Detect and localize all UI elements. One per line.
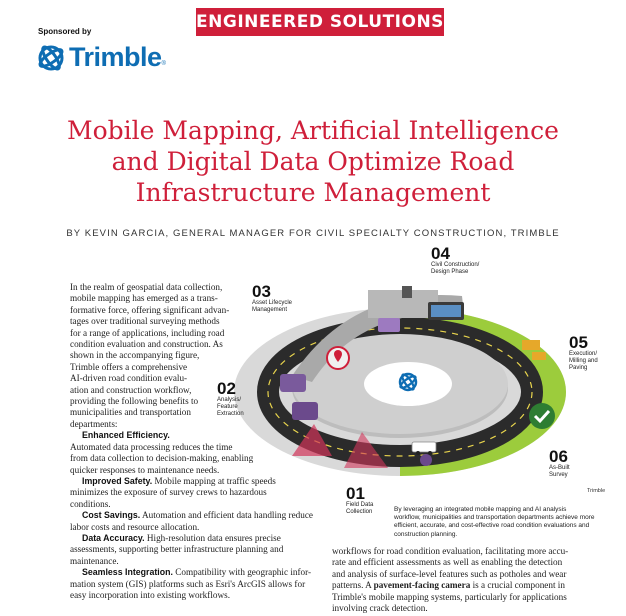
text-line: labor costs and resource allocation. bbox=[70, 521, 200, 532]
text-line: workflows for road condition evaluation, facilitating more accu- bbox=[332, 546, 569, 556]
stage-03 bbox=[252, 283, 292, 314]
text-line: mation system (GIS) platforms such as Esri's ArcGIS allows for bbox=[70, 578, 306, 589]
stage-02 bbox=[217, 380, 244, 418]
text-line: from data collection to decision-making, enabling bbox=[70, 453, 254, 464]
text-line: providing the following benefits to bbox=[70, 396, 199, 407]
text-line: In the realm of geospatial data collection, bbox=[70, 282, 223, 292]
text-line: ation and construction workflow, bbox=[70, 384, 192, 395]
figure-credit: Trimble bbox=[587, 488, 606, 494]
text-line: minimizes the exposure of survey crews to hazardous bbox=[70, 487, 267, 498]
stage-number: 01 bbox=[346, 484, 365, 503]
text-line bbox=[332, 580, 586, 591]
title-line: and Digital Data Optimize Road bbox=[111, 147, 515, 176]
text-run: Mobile mapping at traffic speeds bbox=[152, 475, 276, 486]
stage-05 bbox=[569, 334, 598, 372]
figure-caption bbox=[394, 506, 612, 539]
stage-label-line: Milling and bbox=[569, 358, 598, 364]
analysis-screen bbox=[292, 402, 318, 420]
stage-number: 06 bbox=[549, 447, 568, 466]
stage-01 bbox=[346, 485, 373, 516]
stage-06 bbox=[549, 448, 570, 479]
stage-label-line: Execution/ bbox=[569, 351, 598, 357]
text-line: AI-driven road condition evalu- bbox=[70, 373, 188, 384]
title-line: Mobile Mapping, Artificial Intelligence bbox=[67, 116, 559, 145]
text-line: tages over traditional surveying methods bbox=[70, 316, 220, 327]
caption-line: construction planning. bbox=[394, 530, 458, 538]
location-pin-icon bbox=[327, 347, 349, 369]
stage-label-line: Extraction bbox=[217, 411, 244, 417]
stage-label-line: Management bbox=[252, 307, 288, 313]
text-line: easy incorporation into existing workflows. bbox=[70, 589, 230, 600]
article-title bbox=[20, 115, 606, 208]
text-run: High-resolution data ensures precise bbox=[144, 532, 281, 543]
benefit-cost-savings bbox=[70, 510, 322, 533]
text-line: mobile mapping has emerged as a trans- bbox=[70, 293, 218, 304]
text-line: departments: bbox=[70, 418, 118, 429]
text-line: maintenance. bbox=[70, 555, 119, 566]
text-line: Automated data processing reduces the time bbox=[70, 441, 233, 452]
stage-label-line: Field Data bbox=[346, 502, 374, 508]
caption-line: efficient, accurate, and cost-effective road condition evaluations and bbox=[394, 522, 590, 530]
stage-label-line: Asset Lifecycle bbox=[252, 300, 293, 306]
text-run: is a crucial component in bbox=[470, 580, 565, 591]
stage-number: 03 bbox=[252, 282, 271, 301]
caption-line: workflow, municipalities and transportation departments achieve more bbox=[394, 514, 595, 522]
caption-line: By leveraging an integrated mobile mapping and AI analysis bbox=[394, 506, 567, 513]
intro-paragraph bbox=[70, 282, 232, 430]
sponsored-label: Sponsored by bbox=[38, 27, 92, 36]
stage-label-line: Paving bbox=[569, 365, 588, 371]
text-line: assessments, supporting better infrastructure planning and bbox=[70, 544, 284, 555]
text-line: and analysis of surface-level features such as potholes and wear bbox=[332, 568, 567, 579]
benefit-title: Cost Savings. bbox=[82, 510, 141, 521]
text-line: condition evaluation and construction. As bbox=[70, 339, 223, 350]
right-column bbox=[332, 546, 586, 614]
globe-icon bbox=[36, 43, 66, 73]
text-line: municipalities and transportation bbox=[70, 407, 191, 418]
stage-label-line: Design Phase bbox=[431, 269, 469, 275]
benefit-title: Data Accuracy. bbox=[82, 532, 145, 543]
logo-trademark: ® bbox=[161, 61, 166, 67]
text-line: involving crack detection. bbox=[332, 603, 428, 614]
byline: BY KEVIN GARCIA, GENERAL MANAGER FOR CIVIL SPECIALTY CONSTRUCTION, TRIMBLE bbox=[66, 228, 560, 239]
text-line: Trimble's mobile mapping systems, particularly for applications bbox=[332, 591, 567, 602]
text-line: quicker responses to maintenance needs. bbox=[70, 464, 220, 475]
section-banner: ENGINEERED SOLUTIONS bbox=[196, 8, 444, 36]
stage-number: 02 bbox=[217, 379, 236, 398]
stage-label-line: Collection bbox=[346, 509, 373, 515]
benefit-title: Seamless Integration. bbox=[82, 567, 173, 578]
stage-label-line: Feature bbox=[217, 404, 238, 410]
text-line: Trimble offers a comprehensive bbox=[70, 361, 188, 372]
stage-label-line: Analysis/ bbox=[217, 397, 242, 403]
bold-term: pavement-facing camera bbox=[373, 580, 471, 591]
benefit-data-accuracy bbox=[70, 533, 322, 567]
mapping-vehicle bbox=[412, 442, 436, 452]
logo-wordmark: Trimble bbox=[69, 42, 162, 72]
text-run: patterns. A bbox=[332, 580, 374, 591]
text-line: rate and efficient assessments as well as enabling the detection bbox=[332, 557, 563, 568]
stage-number: 05 bbox=[569, 333, 588, 352]
benefit-title: Improved Safety. bbox=[82, 475, 153, 486]
text-line: shown in the accompanying figure, bbox=[70, 350, 200, 361]
paving-machine bbox=[522, 340, 540, 350]
stage-number: 04 bbox=[431, 244, 450, 263]
checkmark-icon bbox=[529, 403, 555, 429]
text-line: for a range of applications, including road bbox=[70, 327, 225, 338]
trimble-logo[interactable] bbox=[36, 42, 166, 73]
stage-label-line: As-Built bbox=[549, 465, 570, 471]
text-line: conditions. bbox=[70, 498, 111, 509]
text-line: formative force, offering significant advan- bbox=[70, 304, 230, 315]
text-run: Compatibility with geographic infor- bbox=[172, 567, 312, 578]
stage-label-line: Survey bbox=[549, 472, 568, 478]
title-line: Infrastructure Management bbox=[135, 178, 491, 207]
text-run: Automation and efficient data handling reduce bbox=[140, 510, 313, 521]
stage-label-line: Civil Construction/ bbox=[431, 262, 480, 268]
benefit-title: Enhanced Efficiency. bbox=[82, 430, 170, 441]
center-hub bbox=[364, 362, 452, 406]
stage-04 bbox=[431, 245, 479, 276]
benefit-seamless-integration bbox=[70, 567, 322, 601]
